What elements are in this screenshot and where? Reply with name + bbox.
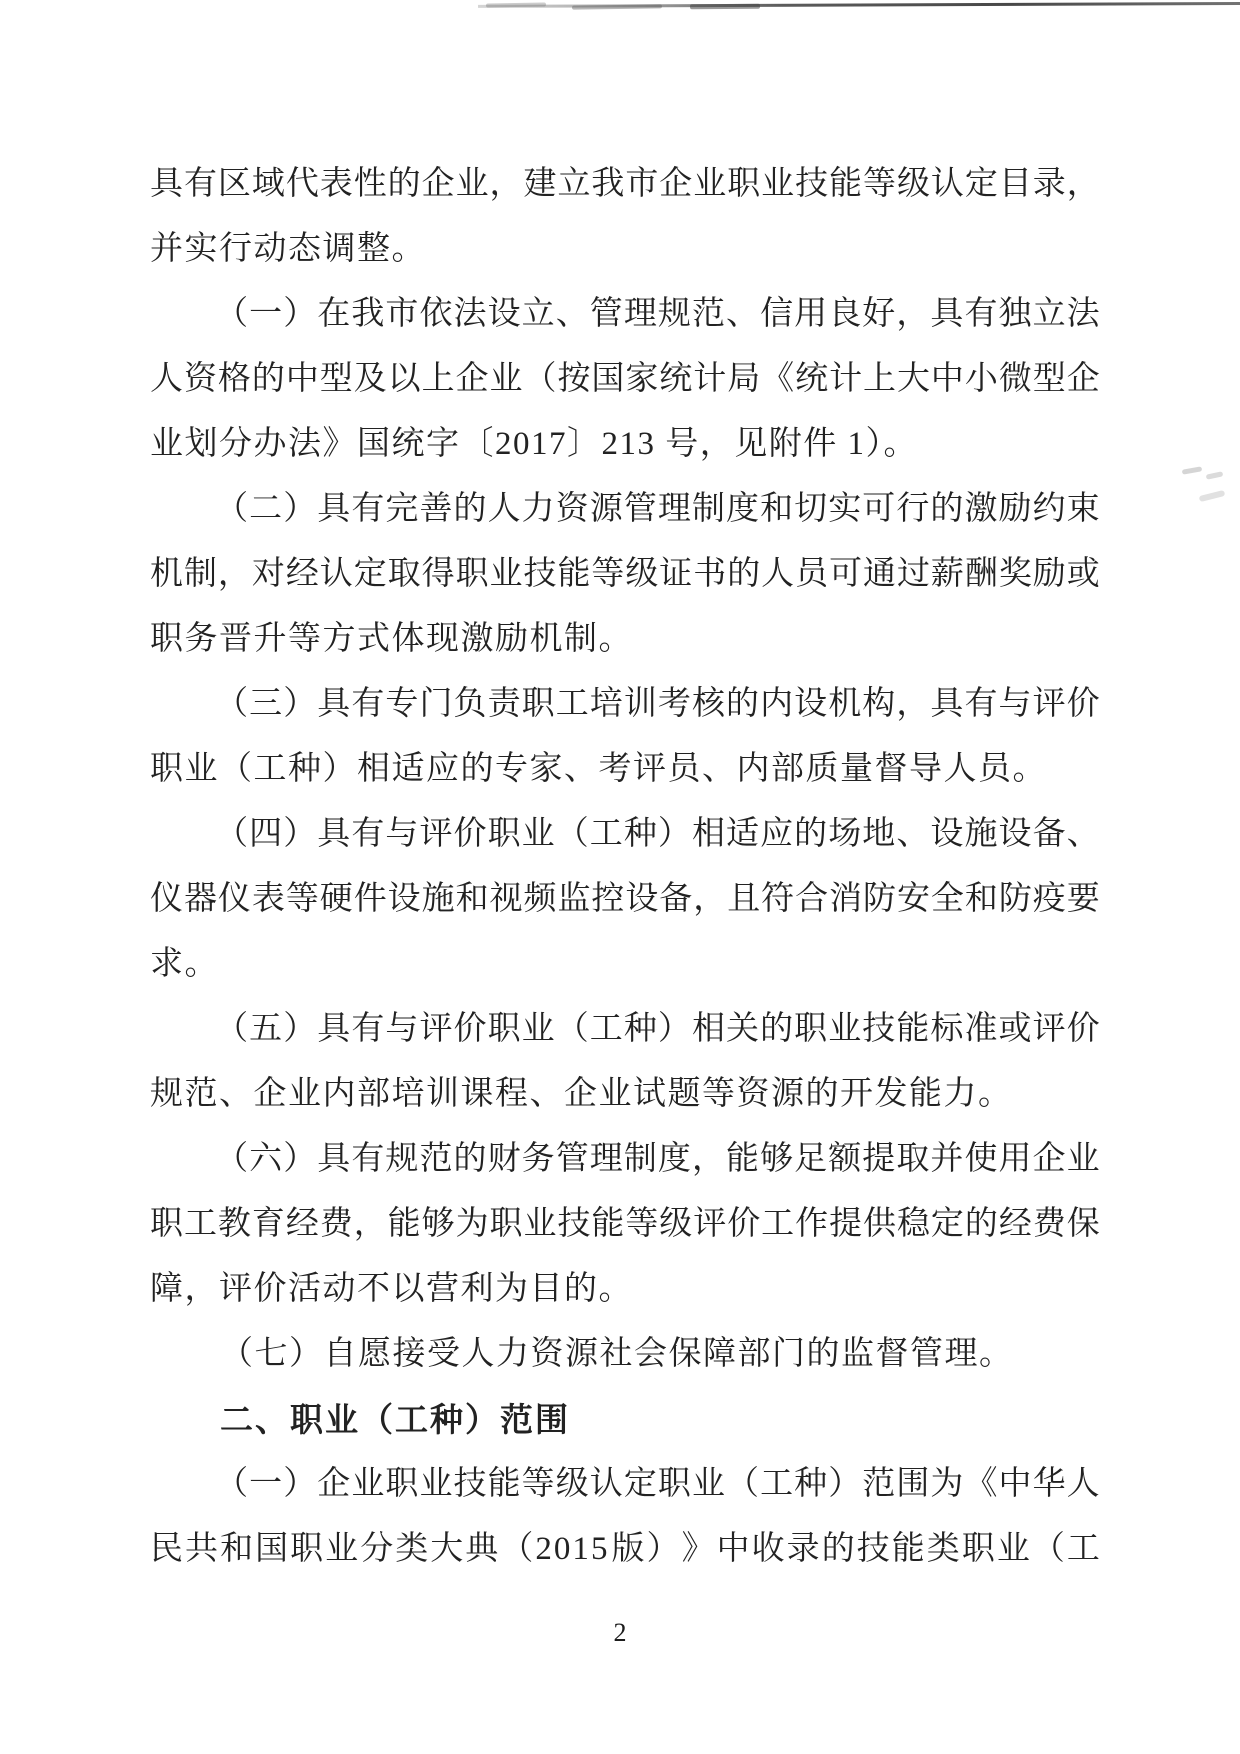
text-line: （ 三 ） 具 有 专 门 负 责 职 工 培 训 考 核 的 内 设 机 构 ， 具 有 与 评 价 <box>215 686 1100 722</box>
section-heading: 二、职业（工种）范围 <box>220 1401 570 1438</box>
text-line: 障，评价活动不以营利为目的。 <box>150 1271 633 1307</box>
text-line: （ 四 ） 具 有 与 评 价 职 业 （ 工 种 ） 相 适 应 的 场 地 、 设 施 设 备 、 <box>215 816 1100 852</box>
text-line: 机 制 ， 对 经 认 定 取 得 职 业 技 能 等 级 证 书 的 人 员 可 通 过 薪 酬 奖 励 或 <box>150 556 1100 592</box>
text-line: （ 一 ） 在 我 市 依 法 设 立 、 管 理 规 范 、 信 用 良 好 ， 具 有 独 立 法 <box>215 296 1100 332</box>
text-line: 具 有 区 域 代 表 性 的 企 业 ， 建 立 我 市 企 业 职 业 技 能 等 级 认 定 目 录 ， <box>150 166 1100 202</box>
text-line: 规范、企业内部培训课程、企业试题等资源的开发能力。 <box>150 1076 1013 1112</box>
page-number: 2 <box>613 1618 627 1647</box>
text-line: 民 共 和 国 职 业 分 类 大 典 （ 2 0 1 5 版 ） 》 中 收 录 的 技 能 类 职 业 （ 工 <box>150 1531 1100 1567</box>
text-line: 仪 器 仪 表 等 硬 件 设 施 和 视 频 监 控 设 备 ， 且 符 合 消 防 安 全 和 防 疫 要 <box>150 881 1100 917</box>
document-body <box>150 152 1100 1582</box>
text-line: （ 一 ） 企 业 职 业 技 能 等 级 认 定 职 业 （ 工 种 ） 范 围 为 《 中 华 人 <box>215 1466 1100 1502</box>
text-line: 人 资 格 的 中 型 及 以 上 企 业 （ 按 国 家 统 计 局 《 统 计 上 大 中 小 微 型 企 <box>150 361 1100 397</box>
scan-smudge <box>1206 471 1224 479</box>
text-line: （ 五 ） 具 有 与 评 价 职 业 （ 工 种 ） 相 关 的 职 业 技 能 标 准 或 评 价 <box>215 1011 1100 1047</box>
scan-artifact-blob <box>572 4 662 9</box>
text-line: （ 二 ） 具 有 完 善 的 人 力 资 源 管 理 制 度 和 切 实 可 行 的 激 励 约 束 <box>215 491 1100 527</box>
text-line: 并实行动态调整。 <box>150 231 426 267</box>
text-line: 求。 <box>150 946 219 982</box>
scan-artifact-blob <box>690 4 760 10</box>
text-line: 业划分办法》国统字〔2017〕213 号，见附件 1）。 <box>150 426 918 462</box>
text-line: 职务晋升等方式体现激励机制。 <box>150 621 633 657</box>
text-line: 职 工 教 育 经 费 ， 能 够 为 职 业 技 能 等 级 评 价 工 作 提 供 稳 定 的 经 费 保 <box>150 1206 1100 1242</box>
text-line: 职业（工种）相适应的专家、考评员、内部质量督导人员。 <box>150 751 1047 787</box>
text-line: （七）自愿接受人力资源社会保障部门的监督管理。 <box>220 1336 1014 1372</box>
scan-smudge <box>1199 490 1226 502</box>
scan-smudge <box>1182 466 1203 474</box>
text-line: （ 六 ） 具 有 规 范 的 财 务 管 理 制 度 ， 能 够 足 额 提 取 并 使 用 企 业 <box>215 1141 1100 1177</box>
